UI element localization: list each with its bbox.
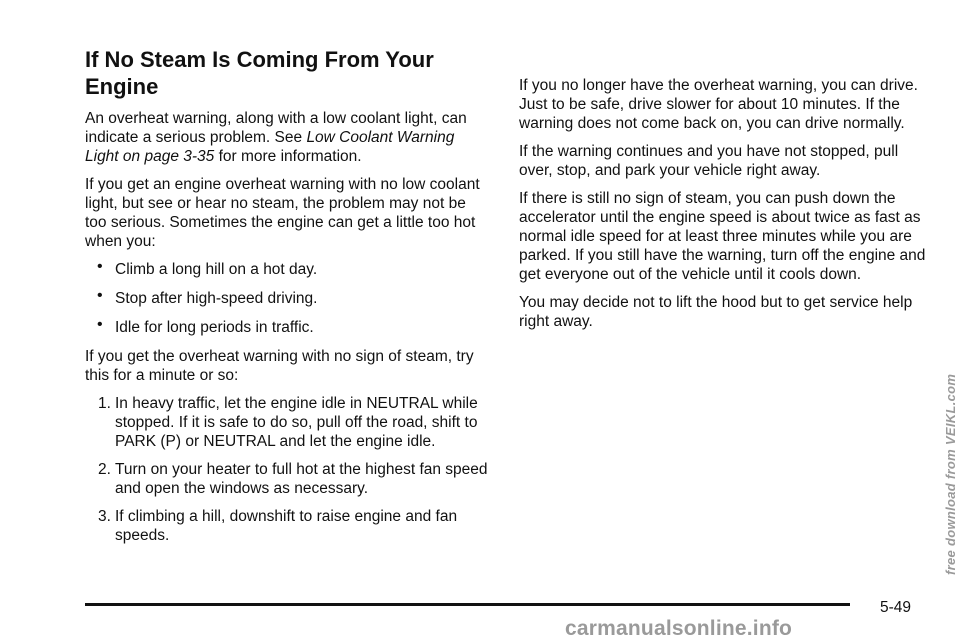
no-warning-paragraph: If you no longer have the overheat warning, you can drive. Just to be safe, drive slower for about 10 minutes. If the warning does not come back on, you can drive normally.: [519, 77, 918, 132]
left-column: [85, 46, 490, 554]
page-number: 5-49: [880, 599, 912, 616]
step-text: In heavy traffic, let the engine idle in NEUTRAL while stopped. If it is safe to do so, pull off the road, shift to PARK (P) or NEUTRAL and let the engine idle.: [115, 395, 478, 450]
step-item: [98, 460, 490, 498]
side-watermark: free download from VEIKL.com: [943, 373, 958, 575]
list-item-text: Climb a long hill on a hot day.: [115, 261, 318, 278]
accelerator-paragraph: If there is still no sign of steam, you can push down the accelerator until the engine speed is about twice as fast as normal idle speed for at least three minutes while you are parked. If you still have the warning, turn off the engine and get everyone out of the vehicle until it cools down.: [519, 190, 926, 283]
footer-rule: [85, 603, 850, 606]
service-paragraph: You may decide not to lift the hood but to get service help right away.: [519, 294, 913, 330]
step-number: 3.: [98, 508, 111, 525]
intro-text: An overheat warning, along with a low coolant light, can indicate a serious problem. See: [85, 110, 467, 146]
step-number: 2.: [98, 461, 111, 478]
hot-engine-causes-list: [85, 260, 490, 337]
step-item: [98, 394, 490, 451]
step-item: [98, 507, 490, 545]
list-item: [97, 260, 490, 279]
list-item-text: Stop after high-speed driving.: [115, 290, 318, 307]
warning-continues-paragraph: If the warning continues and you have not stopped, pull over, stop, and park your vehicle right away.: [519, 143, 899, 179]
no-coolant-light-paragraph: If you get an engine overheat warning with no low coolant light, but see or hear no steam, the problem may not be too serious. Sometimes the engine can get a little too hot when you:: [85, 176, 480, 250]
bottom-watermark: carmanualsonline.info: [565, 617, 793, 640]
list-item-text: Idle for long periods in traffic.: [115, 319, 314, 336]
list-item: [97, 289, 490, 308]
intro-text-end: for more information.: [214, 148, 362, 165]
right-column: [519, 76, 929, 340]
section-heading: If No Steam Is Coming From Your Engine: [85, 47, 434, 99]
intro-paragraph: [85, 109, 490, 166]
bullet-icon: •: [97, 287, 103, 304]
step-text: If climbing a hill, downshift to raise engine and fan speeds.: [115, 508, 458, 544]
list-item: [97, 318, 490, 337]
no-steam-paragraph: If you get the overheat warning with no sign of steam, try this for a minute or so:: [85, 348, 474, 384]
cross-reference-link[interactable]: Low Coolant Warning Light on page 3-35: [85, 129, 455, 165]
step-number: 1.: [98, 395, 111, 412]
bullet-icon: •: [97, 258, 103, 275]
cooling-steps-list: [85, 394, 490, 545]
step-text: Turn on your heater to full hot at the highest fan speed and open the windows as necessary.: [115, 461, 488, 497]
bullet-icon: •: [97, 316, 103, 333]
